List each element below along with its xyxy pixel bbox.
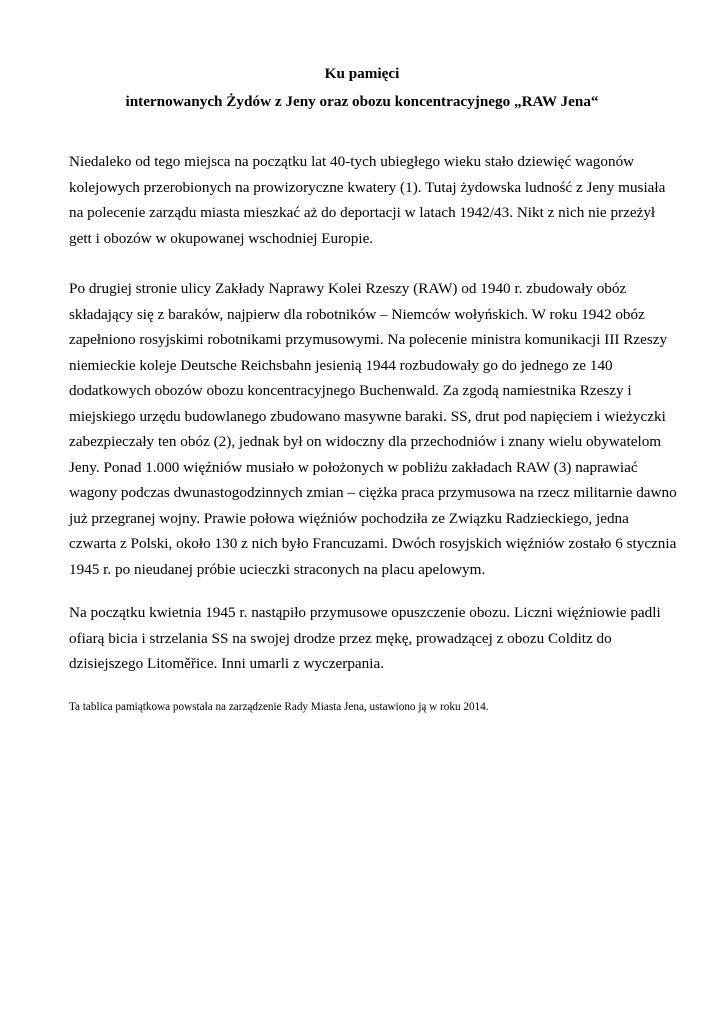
paragraph-line: Jeny. Ponad 1.000 więźniów musiało w położonych w pobliżu zakładach RAW (3) naprawiać: [69, 458, 638, 476]
paragraph-line: Po drugiej stronie ulicy Zakłady Naprawy Kolei Rzeszy (RAW) od 1940 r. zbudowały obóz: [69, 280, 627, 297]
paragraph-line: już przegranej wojny. Prawie połowa więźniów pochodziła ze Związku Radzieckiego, jedna: [69, 509, 629, 527]
paragraph-line: gett i obozów w okupowanej wschodniej Europie.: [69, 229, 374, 247]
paragraph-line: kolejowych przerobionych na prowizoryczne kwatery (1). Tutaj żydowska ludność z Jeny musiała: [69, 178, 666, 196]
footnote: Ta tablica pamiątkowa powstała na zarządzenie Rady Miasta Jena, ustawiono ją w roku 2014.: [69, 701, 489, 713]
paragraph-line: dodatkowych obozów obozu koncentracyjnego Buchenwald. Za zgodą namiestnika Rzeszy i: [69, 382, 632, 399]
paragraph-1: [69, 149, 669, 251]
paragraph-line: dzisiejszego Litoměřice. Inni umarli z wyczerpania.: [69, 655, 385, 672]
paragraph-line: miejskiego urzędu budowlanego zbudowano masywne baraki. SS, drut pod napięciem i wieżyczki: [69, 407, 666, 425]
paragraph-line: składający się z baraków, najpierw dla robotników – Niemców wołyńskich. W roku 1942 obóz: [69, 305, 645, 323]
paragraph-line: zapełniono rosyjskimi robotnikami przymusowymi. Na polecenie ministra komunikacji III Rzeszy: [69, 331, 668, 348]
paragraph-line: Niedaleko od tego miejsca na początku lat 40-tych ubiegłego wieku stało dziewięć wagonów: [69, 153, 635, 170]
paragraph-line: na polecenie zarządu miasta mieszkać aż do deportacji w latach 1942/43. Nikt z nich nie przeżył: [69, 204, 656, 221]
paragraph-line: zabezpieczały ten obóz (2), jednak był on widoczny dla przechodniów i znany wielu obywatelom: [69, 433, 662, 450]
paragraph-3: [69, 600, 669, 677]
paragraph-line: czwarta z Polski, około 130 z nich było Francuzami. Dwóch rosyjskich więźniów zostało 6 stycznia: [69, 535, 677, 552]
paragraph-line: Na początku kwietnia 1945 r. nastąpiło przymusowe opuszczenie obozu. Liczni więźniowie padli: [69, 604, 661, 621]
title-line-1: Ku pamięci: [324, 65, 400, 82]
paragraph-line: niemieckie koleje Deutsche Reichsbahn jesienią 1944 rozbudowały go do jednego ze 140: [69, 356, 613, 374]
paragraph-line: ofiarą bicia i strzelania SS na swojej drodze przez mękę, prowadzącej z obozu Colditz do: [69, 629, 612, 647]
paragraph-line: wagony podczas dwunastogodzinnych zmian – ciężka praca przymusowa na rzecz militarnie dawno: [69, 484, 677, 501]
title-line-2: internowanych Żydów z Jeny oraz obozu koncentracyjnego „RAW Jena“: [125, 93, 599, 110]
paragraph-line: 1945 r. po nieudanej próbie ucieczki straconych na placu apelowym.: [69, 560, 486, 578]
paragraph-2: [69, 276, 677, 582]
